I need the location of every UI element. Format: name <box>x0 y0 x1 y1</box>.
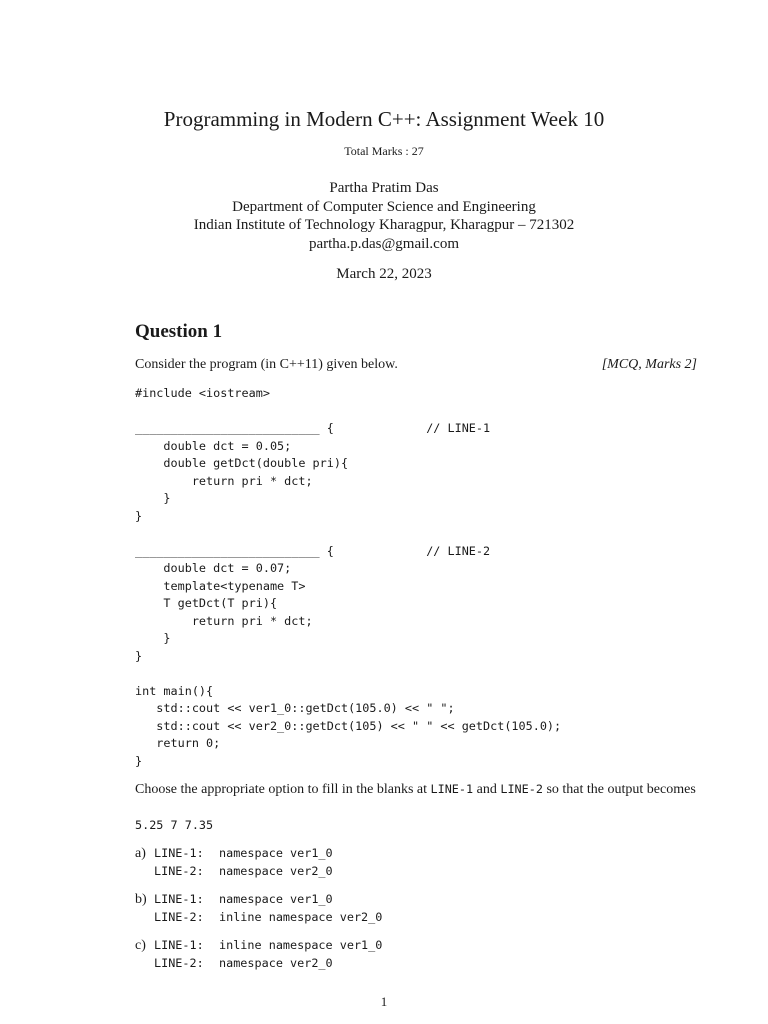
option-a <box>135 845 333 880</box>
option-line1-value: inline namespace ver1_0 <box>219 938 383 952</box>
option-label: a) <box>135 846 146 861</box>
option-line2-value: namespace ver2_0 <box>219 955 333 970</box>
document-date: March 22, 2023 <box>336 266 432 282</box>
option-line2-tag: LINE-2: <box>154 909 204 924</box>
total-marks: Total Marks : 27 <box>344 144 424 158</box>
option-line2-tag: LINE-2: <box>154 863 204 878</box>
option-line2-value: namespace ver2_0 <box>219 863 333 878</box>
choose-line2-ref: LINE-2 <box>500 782 543 796</box>
institute: Indian Institute of Technology Kharagpur, Kharagpur – 721302 <box>193 217 575 233</box>
choose-text-2: so that the output becomes <box>542 782 696 797</box>
option-line2-tag: LINE-2: <box>154 955 204 970</box>
option-line2-value: inline namespace ver2_0 <box>219 909 383 924</box>
question-prompt: Consider the program (in C++11) given below. <box>135 357 398 372</box>
expected-output: 5.25 7 7.35 <box>135 818 214 832</box>
option-label: b) <box>135 892 147 907</box>
question-prompt-row <box>135 356 697 374</box>
author-name: Partha Pratim Das <box>329 180 439 196</box>
choose-text-1: Choose the appropriate option to fill in the blanks at <box>135 782 431 797</box>
option-label: c) <box>135 938 146 953</box>
option-line1-tag: LINE-1: <box>154 892 204 906</box>
option-line1-tag: LINE-1: <box>154 938 204 952</box>
option-line1-value: namespace ver1_0 <box>219 846 333 860</box>
choose-text-and: and <box>473 782 501 797</box>
option-c <box>135 937 382 972</box>
department: Department of Computer Science and Engineering <box>232 198 536 215</box>
choose-line1-ref: LINE-1 <box>430 782 474 796</box>
email: partha.p.das@gmail.com <box>308 235 460 252</box>
option-b <box>135 891 382 926</box>
page-number: 1 <box>380 994 388 1009</box>
question-heading: Question 1 <box>135 321 223 342</box>
option-line1-tag: LINE-1: <box>154 846 204 860</box>
option-line1-value: namespace ver1_0 <box>219 892 333 906</box>
choose-instruction <box>135 781 700 799</box>
author-block <box>0 179 768 253</box>
code-listing: #include <iostream> __________________________ { // LINE-1 double dct = 0.05; double getDct(double pri){ return pri * dct; } } __________________________ { // LINE-2 double dct = 0.07; template<typename T> T getDct(T pri){ return pri * dct; } } int main(){ std::cout << ver1_0::getDct(105.0) << " "; std::cout << ver2_0::getDct(105) << " " << getDct(105.0); return 0; } <box>135 386 562 768</box>
document-title: Programming in Modern C++: Assignment Week 10 <box>163 107 605 131</box>
question-marks: [MCQ, Marks 2] <box>601 357 697 372</box>
